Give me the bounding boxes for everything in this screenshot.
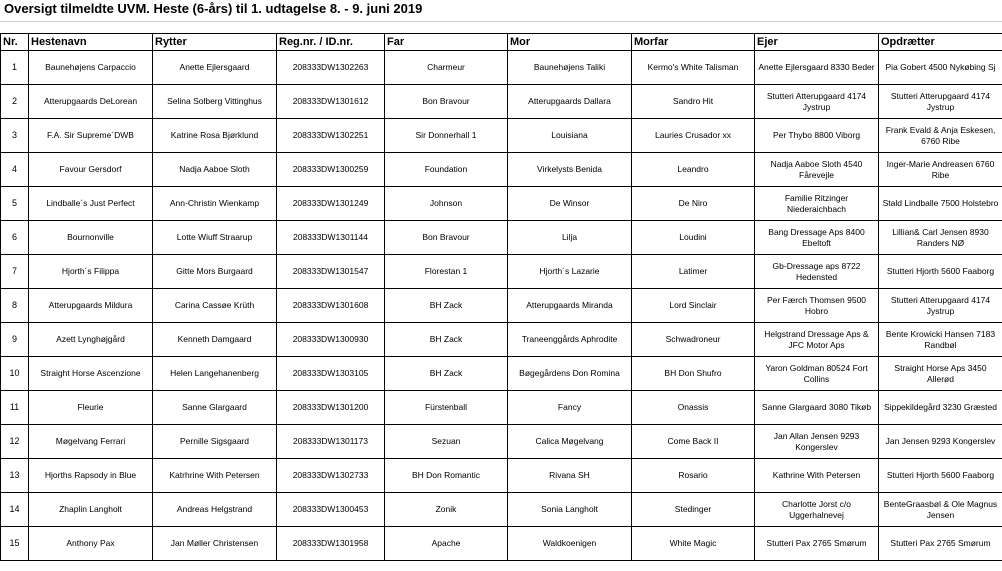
cell-nr: 7 [1, 255, 29, 289]
cell-opdraetter: Bente Krowicki Hansen 7183 Randbøl [879, 323, 1002, 357]
table-row [1, 153, 1002, 187]
cell-far: Florestan 1 [385, 255, 508, 289]
cell-morfar: White Magic [632, 527, 755, 561]
cell-opdraetter: Pia Gobert 4500 Nykøbing Sj [879, 51, 1002, 85]
cell-rytter: Helen Langehanenberg [153, 357, 277, 391]
cell-mor: Traneenggårds Aphrodite [508, 323, 632, 357]
cell-hestenavn: Azett Lynghøjgård [29, 323, 153, 357]
cell-ejer: Charlotte Jorst c/o Uggerhalnevej [755, 493, 879, 527]
cell-mor: Bøgegårdens Don Romina [508, 357, 632, 391]
table-row [1, 391, 1002, 425]
cell-nr: 4 [1, 153, 29, 187]
cell-opdraetter: Stutteri Atterupgaard 4174 Jystrup [879, 289, 1002, 323]
cell-far: Bon Bravour [385, 85, 508, 119]
header-regnr: Reg.nr. / ID.nr. [277, 34, 385, 51]
cell-mor: Fancy [508, 391, 632, 425]
cell-opdraetter: Stutteri Hjorth 5600 Faaborg [879, 255, 1002, 289]
header-ejer: Ejer [755, 34, 879, 51]
cell-regnr: 208333DW1302251 [277, 119, 385, 153]
cell-rytter: Lotte Wiuff Straarup [153, 221, 277, 255]
cell-nr: 13 [1, 459, 29, 493]
cell-morfar: De Niro [632, 187, 755, 221]
cell-rytter: Nadja Aaboe Sloth [153, 153, 277, 187]
cell-nr: 11 [1, 391, 29, 425]
table-row [1, 119, 1002, 153]
cell-opdraetter: Inger-Marie Andreasen 6760 Ribe [879, 153, 1002, 187]
cell-morfar: Leandro [632, 153, 755, 187]
cell-morfar: Loudini [632, 221, 755, 255]
cell-nr: 15 [1, 527, 29, 561]
cell-mor: Waldkoenigen [508, 527, 632, 561]
cell-regnr: 208333DW1301612 [277, 85, 385, 119]
cell-morfar: Latimer [632, 255, 755, 289]
cell-regnr: 208333DW1301249 [277, 187, 385, 221]
cell-morfar: Rosario [632, 459, 755, 493]
cell-rytter: Sanne Glargaard [153, 391, 277, 425]
cell-morfar: Lord Sinclair [632, 289, 755, 323]
cell-mor: Lilja [508, 221, 632, 255]
cell-morfar: Kermo's White Talisman [632, 51, 755, 85]
cell-rytter: Gitte Mors Burgaard [153, 255, 277, 289]
cell-regnr: 208333DW1301608 [277, 289, 385, 323]
cell-opdraetter: Stutteri Hjorth 5600 Faaborg [879, 459, 1002, 493]
cell-far: BH Zack [385, 289, 508, 323]
cell-far: Sezuan [385, 425, 508, 459]
cell-rytter: Selina Solberg Vittinghus [153, 85, 277, 119]
cell-hestenavn: Atterupgaards Mildura [29, 289, 153, 323]
cell-opdraetter: Stald Lindballe 7500 Holstebro [879, 187, 1002, 221]
cell-ejer: Yaron Goldman 80524 Fort Collins [755, 357, 879, 391]
cell-opdraetter: Stutteri Atterupgaard 4174 Jystrup [879, 85, 1002, 119]
table-row [1, 187, 1002, 221]
cell-mor: Atterupgaards Miranda [508, 289, 632, 323]
cell-far: Johnson [385, 187, 508, 221]
table-row [1, 493, 1002, 527]
table-row [1, 357, 1002, 391]
cell-far: BH Zack [385, 323, 508, 357]
header-opdraetter: Opdrætter [879, 34, 1002, 51]
cell-nr: 3 [1, 119, 29, 153]
cell-ejer: Gb-Dressage aps 8722 Hedensted [755, 255, 879, 289]
table-row [1, 527, 1002, 561]
cell-regnr: 208333DW1301144 [277, 221, 385, 255]
table-row [1, 85, 1002, 119]
cell-nr: 9 [1, 323, 29, 357]
cell-far: BH Don Romantic [385, 459, 508, 493]
header-row [1, 34, 1002, 51]
header-morfar: Morfar [632, 34, 755, 51]
cell-far: Sir Donnerhall 1 [385, 119, 508, 153]
cell-rytter: Katrhrine With Petersen [153, 459, 277, 493]
cell-nr: 6 [1, 221, 29, 255]
cell-opdraetter: BenteGraasbøl & Ole Magnus Jensen [879, 493, 1002, 527]
cell-ejer: Familie Ritzinger Niederaichbach [755, 187, 879, 221]
cell-regnr: 208333DW1301173 [277, 425, 385, 459]
sheet-title: Oversigt tilmeldte UVM. Heste (6-års) til 1. udtagelse 8. - 9. juni 2019 [0, 0, 1002, 22]
cell-regnr: 208333DW1301547 [277, 255, 385, 289]
table-row [1, 425, 1002, 459]
cell-morfar: BH Don Shufro [632, 357, 755, 391]
cell-ejer: Anette Ejlersgaard 8330 Beder [755, 51, 879, 85]
cell-ejer: Nadja Aaboe Sloth 4540 Fårevejle [755, 153, 879, 187]
cell-hestenavn: Møgelvang Ferrari [29, 425, 153, 459]
cell-far: Bon Bravour [385, 221, 508, 255]
cell-opdraetter: Frank Evald & Anja Eskesen, 6760 Ribe [879, 119, 1002, 153]
cell-rytter: Andreas Helgstrand [153, 493, 277, 527]
cell-rytter: Carina Cassøe Krüth [153, 289, 277, 323]
cell-hestenavn: Anthony Pax [29, 527, 153, 561]
table-row [1, 289, 1002, 323]
cell-ejer: Stutteri Atterupgaard 4174 Jystrup [755, 85, 879, 119]
cell-regnr: 208333DW1301958 [277, 527, 385, 561]
cell-far: Fürstenball [385, 391, 508, 425]
cell-morfar: Come Back II [632, 425, 755, 459]
cell-mor: Rivana SH [508, 459, 632, 493]
cell-hestenavn: Hjorth´s Filippa [29, 255, 153, 289]
cell-rytter: Kenneth Damgaard [153, 323, 277, 357]
cell-far: Foundation [385, 153, 508, 187]
cell-morfar: Sandro Hit [632, 85, 755, 119]
cell-mor: Atterupgaards Dallara [508, 85, 632, 119]
table-row [1, 221, 1002, 255]
cell-opdraetter: Straight Horse Aps 3450 Allerød [879, 357, 1002, 391]
cell-regnr: 208333DW1302733 [277, 459, 385, 493]
header-nr: Nr. [1, 34, 29, 51]
cell-hestenavn: Favour Gersdorf [29, 153, 153, 187]
cell-hestenavn: F.A. Sir Supreme´DWB [29, 119, 153, 153]
cell-far: Apache [385, 527, 508, 561]
cell-ejer: Bang Dressage Aps 8400 Ebeltoft [755, 221, 879, 255]
table-row [1, 51, 1002, 85]
cell-mor: Virkelysts Benida [508, 153, 632, 187]
cell-mor: Louisiana [508, 119, 632, 153]
cell-ejer: Sanne Glargaard 3080 Tikøb [755, 391, 879, 425]
cell-ejer: Stutteri Pax 2765 Smørum [755, 527, 879, 561]
cell-regnr: 208333DW1302263 [277, 51, 385, 85]
cell-morfar: Schwadroneur [632, 323, 755, 357]
cell-hestenavn: Hjorths Rapsody in Blue [29, 459, 153, 493]
header-rytter: Rytter [153, 34, 277, 51]
cell-nr: 1 [1, 51, 29, 85]
cell-far: BH Zack [385, 357, 508, 391]
cell-rytter: Jan Møller Christensen [153, 527, 277, 561]
table-row [1, 459, 1002, 493]
registration-table [0, 33, 1002, 561]
cell-regnr: 208333DW1300453 [277, 493, 385, 527]
table-row [1, 323, 1002, 357]
cell-nr: 5 [1, 187, 29, 221]
spacer-row [0, 22, 1002, 33]
cell-morfar: Stedinger [632, 493, 755, 527]
table-row [1, 255, 1002, 289]
cell-opdraetter: Stutteri Pax 2765 Smørum [879, 527, 1002, 561]
cell-mor: De Winsor [508, 187, 632, 221]
cell-rytter: Anette Ejlersgaard [153, 51, 277, 85]
cell-mor: Baunehøjens Taliki [508, 51, 632, 85]
cell-far: Zonik [385, 493, 508, 527]
cell-nr: 12 [1, 425, 29, 459]
cell-mor: Sonia Langholt [508, 493, 632, 527]
cell-ejer: Per Færch Thomsen 9500 Hobro [755, 289, 879, 323]
cell-morfar: Onassis [632, 391, 755, 425]
cell-regnr: 208333DW1300930 [277, 323, 385, 357]
cell-regnr: 208333DW1301200 [277, 391, 385, 425]
cell-opdraetter: Lillian& Carl Jensen 8930 Randers NØ [879, 221, 1002, 255]
cell-nr: 2 [1, 85, 29, 119]
cell-ejer: Kathrine With Petersen [755, 459, 879, 493]
cell-rytter: Pernille Sigsgaard [153, 425, 277, 459]
cell-rytter: Ann-Christin Wienkamp [153, 187, 277, 221]
cell-far: Charmeur [385, 51, 508, 85]
cell-hestenavn: Lindballe´s Just Perfect [29, 187, 153, 221]
header-far: Far [385, 34, 508, 51]
cell-ejer: Per Thybo 8800 Viborg [755, 119, 879, 153]
cell-hestenavn: Straight Horse Ascenzione [29, 357, 153, 391]
cell-hestenavn: Zhaplin Langholt [29, 493, 153, 527]
cell-nr: 14 [1, 493, 29, 527]
cell-nr: 8 [1, 289, 29, 323]
cell-regnr: 208333DW1300259 [277, 153, 385, 187]
cell-morfar: Lauries Crusador xx [632, 119, 755, 153]
cell-regnr: 208333DW1303105 [277, 357, 385, 391]
header-mor: Mor [508, 34, 632, 51]
cell-hestenavn: Baunehøjens Carpaccio [29, 51, 153, 85]
cell-nr: 10 [1, 357, 29, 391]
cell-opdraetter: Jan Jensen 9293 Kongerslev [879, 425, 1002, 459]
header-hestenavn: Hestenavn [29, 34, 153, 51]
cell-rytter: Katrine Rosa Bjørklund [153, 119, 277, 153]
cell-hestenavn: Atterupgaards DeLorean [29, 85, 153, 119]
cell-mor: Calica Møgelvang [508, 425, 632, 459]
cell-ejer: Jan Allan Jensen 9293 Kongerslev [755, 425, 879, 459]
cell-ejer: Helgstrand Dressage Aps & JFC Motor Aps [755, 323, 879, 357]
cell-opdraetter: Sippekildegård 3230 Græsted [879, 391, 1002, 425]
cell-hestenavn: Fleurie [29, 391, 153, 425]
cell-hestenavn: Bournonville [29, 221, 153, 255]
cell-mor: Hjorth´s Lazarie [508, 255, 632, 289]
